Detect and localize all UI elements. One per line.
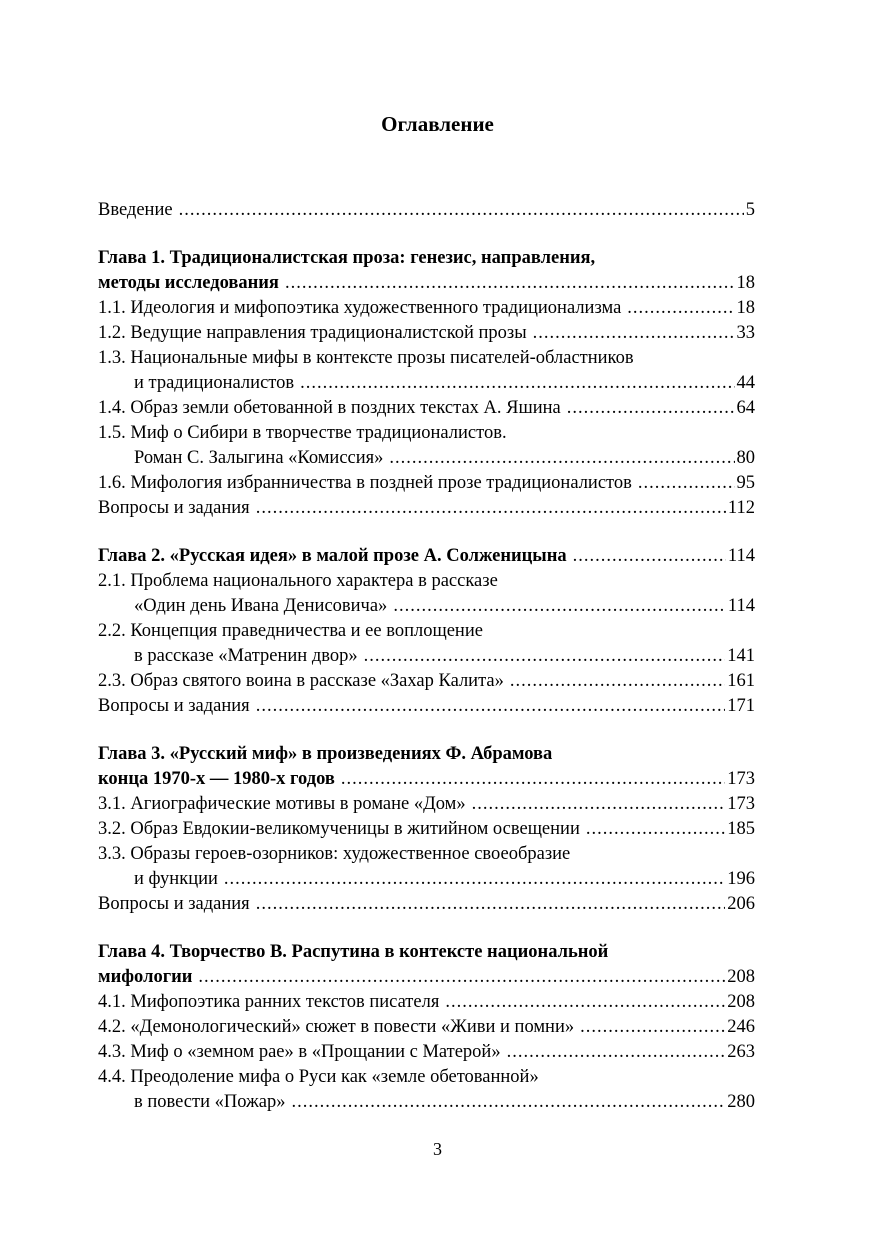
toc-entry-title: Вопросы и задания [98,498,250,518]
toc-section [98,544,755,719]
toc-entry-page: 95 [736,473,755,493]
toc-entry-title: 4.2. «Демонологический» сюжет в повести «Живи и помни» [98,1017,575,1037]
toc-entry[interactable] [98,496,755,521]
dot-leader [510,669,725,694]
toc-entry[interactable] [98,371,755,396]
toc-entry-title: 1.2. Ведущие направления традиционалистской прозы [98,323,527,343]
dot-leader [533,321,735,346]
dot-leader [393,594,726,619]
toc-entry-page: 208 [727,967,755,987]
toc-entry-title: мифологии [98,967,193,987]
toc-entry[interactable] [98,1040,755,1065]
toc-entry-page: 141 [727,646,755,666]
toc-entry[interactable] [98,296,755,321]
dot-leader [507,1040,726,1065]
toc-entry-title: в рассказе «Матренин двор» [134,646,358,666]
toc-entry-page: 206 [727,894,755,914]
toc-entry[interactable] [98,792,755,817]
toc-entry[interactable] [98,867,755,892]
dot-leader [198,965,725,990]
toc-entry[interactable] [98,594,755,619]
toc-entry[interactable] [98,1090,755,1115]
toc-entry[interactable] [98,544,755,569]
toc-entry[interactable] [98,742,755,767]
toc-entry[interactable] [98,892,755,917]
toc-entry[interactable] [98,396,755,421]
toc-entry-title: Глава 3. «Русский миф» в произведениях Ф. Абрамова [98,744,553,764]
dot-leader [445,990,725,1015]
toc-entry[interactable] [98,1065,755,1090]
toc-entry-page: 33 [736,323,755,343]
dot-leader [580,1015,725,1040]
toc-entry-page: 171 [727,696,755,716]
toc-entry-title: 2.2. Концепция праведничества и ее воплощение [98,621,483,641]
toc-entry-title: «Один день Ивана Денисовича» [134,596,388,616]
toc-entry-title: и традиционалистов [134,373,295,393]
dot-leader [341,767,725,792]
toc-entry-title: 3.2. Образ Евдокии-великомученицы в житийном освещении [98,819,580,839]
toc-entry[interactable] [98,246,755,271]
toc-entry[interactable] [98,271,755,296]
toc-section [98,940,755,1115]
page-number: 3 [433,1139,442,1159]
toc-entry-title: 3.1. Агиографические мотивы в романе «Дом» [98,794,466,814]
dot-leader [224,867,725,892]
toc-entry[interactable] [98,965,755,990]
dot-leader [292,1090,726,1115]
dot-leader [256,892,726,917]
toc-section [98,198,755,223]
toc-entry[interactable] [98,619,755,644]
dot-leader [472,792,726,817]
toc-entry[interactable] [98,346,755,371]
toc-entry-title: Глава 2. «Русская идея» в малой прозе А. Солженицына [98,546,567,566]
toc-entry-title: 4.4. Преодоление мифа о Руси как «земле обетованной» [98,1067,539,1087]
toc-entry-title: Роман С. Залыгина «Комиссия» [134,448,384,468]
toc-entry-page: 263 [727,1042,755,1062]
toc-entry-title: конца 1970-х — 1980-х годов [98,769,335,789]
toc-entry[interactable] [98,321,755,346]
toc-entry-page: 114 [727,546,755,566]
toc-entry-title: 4.3. Миф о «земном рае» в «Прощании с Матерой» [98,1042,501,1062]
toc-entry[interactable] [98,198,755,223]
page-title: Оглавление [381,112,494,136]
toc-entry-page: 280 [727,1092,755,1112]
toc-entry[interactable] [98,842,755,867]
dot-leader [179,198,744,223]
toc-entry-page: 112 [727,498,755,518]
dot-leader [627,296,734,321]
toc-entry-title: Введение [98,200,173,220]
toc-entry-page: 80 [736,448,755,468]
toc-entry-title: 4.1. Мифопоэтика ранних текстов писателя [98,992,440,1012]
toc-entry[interactable] [98,694,755,719]
toc-entry-title: Вопросы и задания [98,696,250,716]
toc-entry-page: 246 [727,1017,755,1037]
toc-entry-page: 64 [736,398,755,418]
toc-entry[interactable] [98,1015,755,1040]
toc-entry-page: 18 [736,298,755,318]
dot-leader [638,471,735,496]
toc-entry-title: 3.3. Образы героев-озорников: художественное своеобразие [98,844,571,864]
dot-leader [573,544,726,569]
toc-entry-title: и функции [134,869,218,889]
dot-leader [256,694,726,719]
toc-entry-page: 173 [727,769,755,789]
toc-entry-title: Глава 4. Творчество В. Распутина в контексте национальной [98,942,609,962]
toc-entry[interactable] [98,940,755,965]
dot-leader [300,371,734,396]
toc-entry-title: 2.1. Проблема национального характера в рассказе [98,571,498,591]
dot-leader [389,446,734,471]
toc-entry-page: 196 [727,869,755,889]
toc-entry[interactable] [98,767,755,792]
dot-leader [285,271,735,296]
toc-entry-title: 1.4. Образ земли обетованной в поздних текстах А. Яшина [98,398,561,418]
toc-entry[interactable] [98,990,755,1015]
toc-entry-title: 1.3. Национальные мифы в контексте прозы писателей-областников [98,348,634,368]
toc-entry[interactable] [98,644,755,669]
toc-section [98,742,755,917]
toc-entry-title: Вопросы и задания [98,894,250,914]
toc-entry-page: 173 [727,794,755,814]
toc-entry-title: Глава 1. Традиционалистская проза: генезис, направления, [98,248,596,268]
toc-entry-page: 5 [745,200,755,220]
table-of-contents [98,198,755,1138]
dot-leader [586,817,725,842]
toc-entry-title: 1.6. Мифология избранничества в поздней прозе традиционалистов [98,473,632,493]
toc-entry-title: 1.1. Идеология и мифопоэтика художественного традиционализма [98,298,622,318]
toc-entry-page: 185 [727,819,755,839]
toc-entry-page: 161 [727,671,755,691]
toc-entry[interactable] [98,569,755,594]
toc-entry-page: 18 [736,273,755,293]
toc-entry[interactable] [98,669,755,694]
dot-leader [364,644,726,669]
toc-entry[interactable] [98,446,755,471]
dot-leader [567,396,735,421]
toc-entry[interactable] [98,817,755,842]
toc-entry-title: 2.3. Образ святого воина в рассказе «Захар Калита» [98,671,504,691]
toc-entry-page: 44 [736,373,755,393]
toc-entry-title: 1.5. Миф о Сибири в творчестве традиционалистов. [98,423,507,443]
toc-entry[interactable] [98,471,755,496]
toc-entry-title: методы исследования [98,273,279,293]
toc-section [98,246,755,521]
dot-leader [256,496,726,521]
toc-entry-title: в повести «Пожар» [134,1092,286,1112]
toc-entry[interactable] [98,421,755,446]
toc-entry-page: 208 [727,992,755,1012]
toc-entry-page: 114 [727,596,755,616]
